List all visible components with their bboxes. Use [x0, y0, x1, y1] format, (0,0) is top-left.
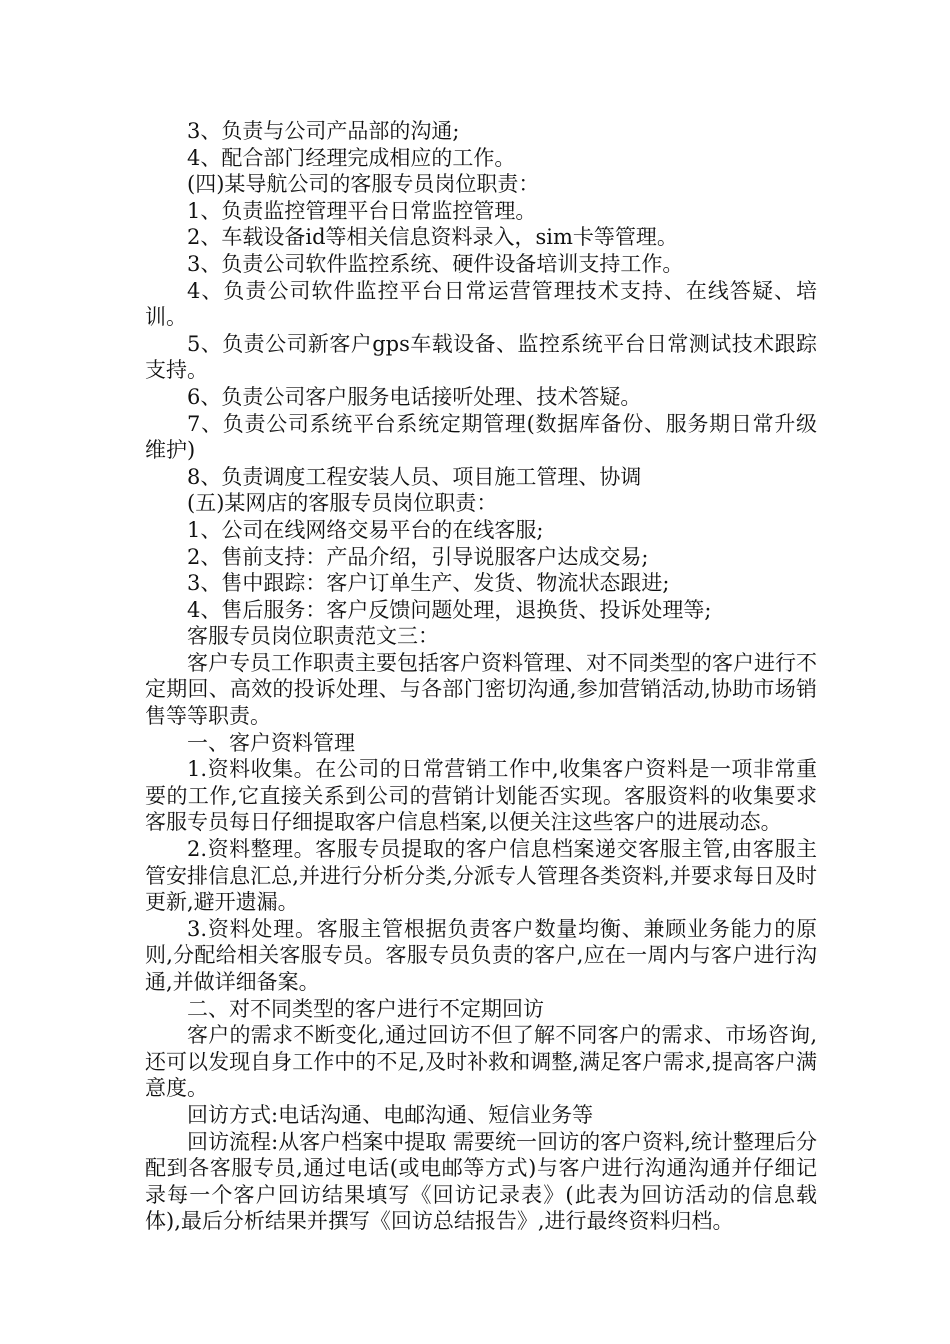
paragraph: 3、售中跟踪：客户订单生产、发货、物流状态跟进; [187, 571, 670, 596]
paragraph: 7、负责公司系统平台系统定期管理(数据库备份、服务期日常升级维护) [145, 411, 817, 463]
paragraph: 4、配合部门经理完成相应的工作。 [187, 145, 516, 170]
paragraph: 2、车载设备id等相关信息资料录入，sim卡等管理。 [187, 225, 678, 250]
paragraph: 3、负责与公司产品部的沟通; [187, 119, 460, 143]
paragraph: 客户专员工作职责主要包括客户资料管理、对不同类型的客户进行不定期回、高效的投诉处理、与各部门密切沟通,参加营销活动,协助市场销售等等职责。 [145, 650, 817, 729]
paragraph: 1.资料收集。在公司的日常营销工作中,收集客户资料是一项非常重要的工作,它直接关系到公司的营销计划能否实现。客服资料的收集要求客服专员每日仔细提取客户信息档案,以便关注这些客户的进展动态。 [145, 757, 817, 835]
paragraph: 客户的需求不断变化,通过回访不但了解不同客户的需求、市场咨询,还可以发现自身工作中的不足,及时补救和调整,满足客户需求,提高客户满意度。 [145, 1023, 817, 1101]
paragraph: 3.资料处理。客服主管根据负责客户数量均衡、兼顾业务能力的原则,分配给相关客服专员。客服专员负责的客户,应在一周内与客户进行沟通,并做详细备案。 [145, 916, 817, 994]
paragraph: 6、负责公司客户服务电话接听处理、技术答疑。 [187, 384, 642, 409]
section-heading: 二、对不同类型的客户进行不定期回访 [187, 996, 544, 1021]
section-heading: (四)某导航公司的客服专员岗位职责： [187, 172, 540, 197]
section-heading: (五)某网店的客服专员岗位职责： [187, 491, 498, 516]
paragraph: 4、售后服务：客户反馈问题处理，退换货、投诉处理等; [187, 597, 712, 622]
paragraph: 5、负责公司新客户gps车载设备、监控系统平台日常测试技术跟踪支持。 [145, 331, 817, 383]
paragraph: 8、负责调度工程安装人员、项目施工管理、协调 [187, 464, 642, 489]
section-heading: 一、客户资料管理 [187, 730, 355, 755]
paragraph: 2.资料整理。客服专员提取的客户信息档案递交客服主管,由客服主管安排信息汇总,并进行分析分类,分派专人管理各类资料,并要求每日及时更新,避开遗漏。 [145, 837, 817, 915]
document-body [145, 118, 817, 1235]
paragraph: 回访流程:从客户档案中提取 需要统一回访的客户资料,统计整理后分配到各客服专员,通过电话(或电邮等方式)与客户进行沟通沟通并仔细记录每一个客户回访结果填写《回访记录表》(此表为回访活动的信息载体),最后分析结果并撰写《回访总结报告》,进行最终资料归档。 [145, 1129, 817, 1234]
paragraph: 回访方式:电话沟通、电邮沟通、短信业务等 [187, 1102, 594, 1127]
paragraph: 3、负责公司软件监控系统、硬件设备培训支持工作。 [187, 251, 684, 276]
paragraph: 1、公司在线网络交易平台的在线客服; [187, 517, 544, 542]
section-heading: 客服专员岗位职责范文三： [187, 624, 439, 649]
paragraph: 2、售前支持：产品介绍，引导说服客户达成交易; [187, 544, 649, 569]
paragraph: 4、负责公司软件监控平台日常运营管理技术支持、在线答疑、培训。 [145, 278, 817, 330]
paragraph: 1、负责监控管理平台日常监控管理。 [187, 198, 537, 223]
